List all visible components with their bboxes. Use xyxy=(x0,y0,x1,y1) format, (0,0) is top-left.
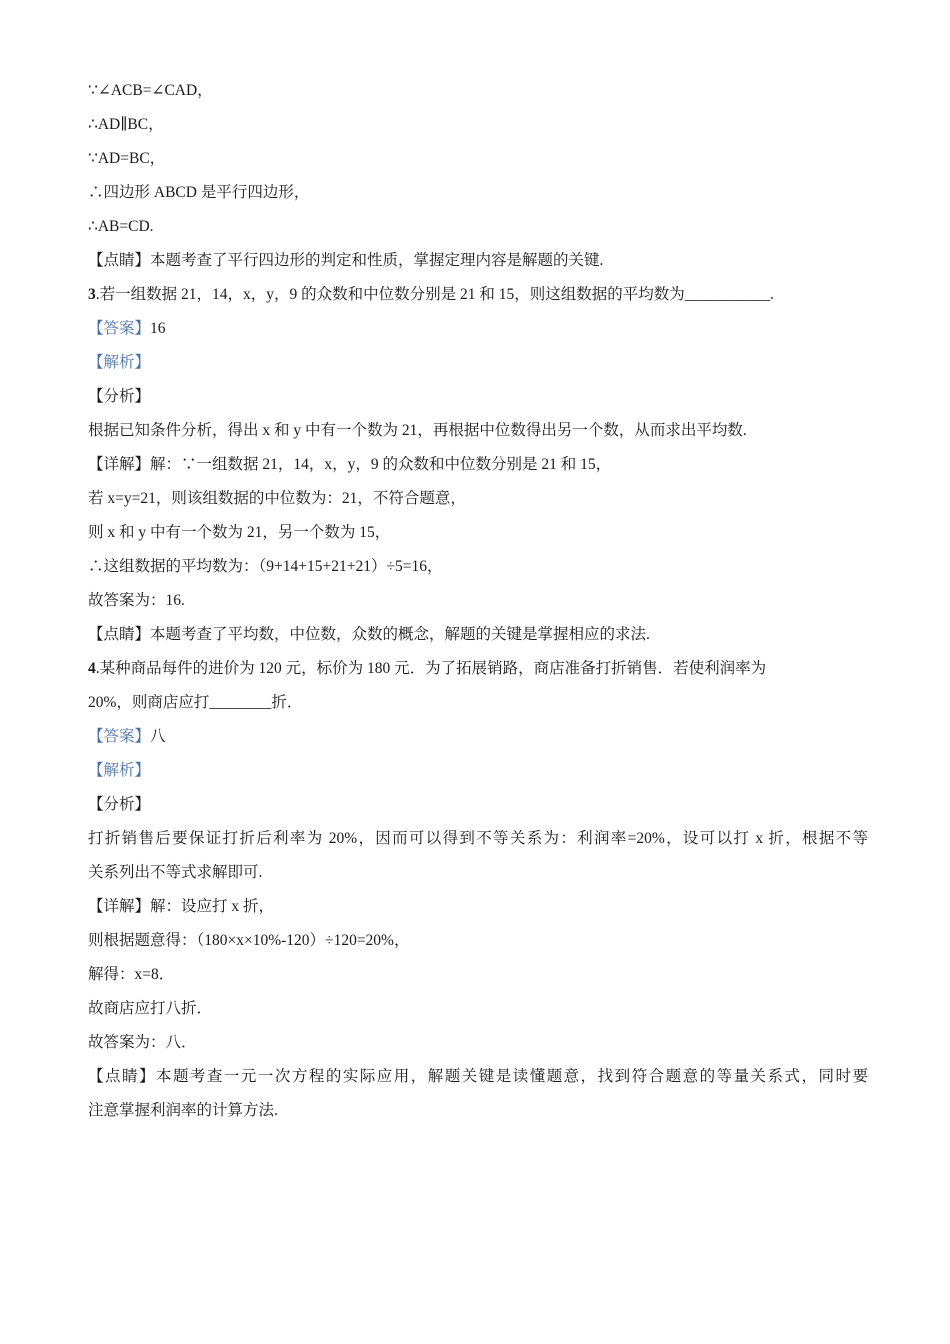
jiexi-tag: 【解析】 xyxy=(88,762,151,779)
answer-value: 16 xyxy=(150,320,166,337)
question-number: 3 xyxy=(88,286,96,303)
detail-line: 【详解】解：设应打 x 折， xyxy=(88,898,275,915)
answer-tag: 【答案】 xyxy=(88,728,151,745)
dianjing-note-continued: 注意掌握利润率的计算方法. xyxy=(88,1102,278,1119)
question-4 xyxy=(88,652,868,686)
detail-line: 故商店应打八折． xyxy=(88,1000,213,1017)
analysis-text: 根据已知条件分析，得出 x 和 y 中有一个数为 21，再根据中位数得出另一个数，从而求出平均数. xyxy=(88,422,747,439)
detail-line: 故答案为：16. xyxy=(88,592,185,609)
analysis-text-continued: 关系列出不等式求解即可. xyxy=(88,864,263,881)
proof-line: ∵AD=BC， xyxy=(88,150,166,167)
question-text: .若一组数据 21，14，x，y，9 的众数和中位数分别是 21 和 15，则这组数据的平均数为___________. xyxy=(95,286,774,303)
document-page xyxy=(88,74,868,1128)
detail-line: 则 x 和 y 中有一个数为 21，另一个数为 15， xyxy=(88,524,391,541)
question-3 xyxy=(88,278,868,312)
detail-line: 【详解】解：∵一组数据 21，14，x，y，9 的众数和中位数分别是 21 和 15， xyxy=(88,456,612,473)
answer-line xyxy=(88,312,868,346)
jiexi-tag: 【解析】 xyxy=(88,354,151,371)
analysis-text: 打折销售后要保证打折后利率为 20%，因而可以得到不等关系为：利润率=20%，设可以打 x 折，根据不等 xyxy=(88,830,868,847)
detail-line: 解得：x=8． xyxy=(88,966,175,983)
detail-line: 若 x=y=21，则该组数据的中位数为：21，不符合题意， xyxy=(88,490,466,507)
answer-tag: 【答案】 xyxy=(88,320,151,337)
fenxi-tag: 【分析】 xyxy=(88,388,151,405)
question-text-continued: 20%，则商店应打________折． xyxy=(88,694,303,711)
proof-line: ∴AB=CD. xyxy=(88,218,154,235)
detail-line: 则根据题意得：（180×x×10%-120）÷120=20%， xyxy=(88,932,410,949)
proof-line: ∴AD∥BC， xyxy=(88,116,164,133)
question-text: .某种商品每件的进价为 120 元，标价为 180 元．为了拓展销路，商店准备打折销售．若使利润率为 xyxy=(95,660,767,677)
answer-line xyxy=(88,720,868,754)
fenxi-tag: 【分析】 xyxy=(88,796,151,813)
detail-line: ∴这组数据的平均数为：（9+14+15+21+21）÷5=16， xyxy=(88,558,443,575)
dianjing-note: 【点睛】本题考查了平均数，中位数，众数的概念，解题的关键是掌握相应的求法. xyxy=(88,626,650,643)
proof-line: ∵∠ACB=∠CAD， xyxy=(88,82,213,99)
question-number: 4 xyxy=(88,660,96,677)
detail-line: 故答案为：八． xyxy=(88,1034,197,1051)
dianjing-note: 【点睛】本题考查一元一次方程的实际应用，解题关键是读懂题意，找到符合题意的等量关系式，同时要 xyxy=(88,1068,868,1085)
answer-value: 八 xyxy=(150,728,166,745)
proof-line: ∴四边形 ABCD 是平行四边形， xyxy=(88,184,310,201)
dianjing-note: 【点睛】本题考查了平行四边形的判定和性质，掌握定理内容是解题的关键. xyxy=(88,252,604,269)
